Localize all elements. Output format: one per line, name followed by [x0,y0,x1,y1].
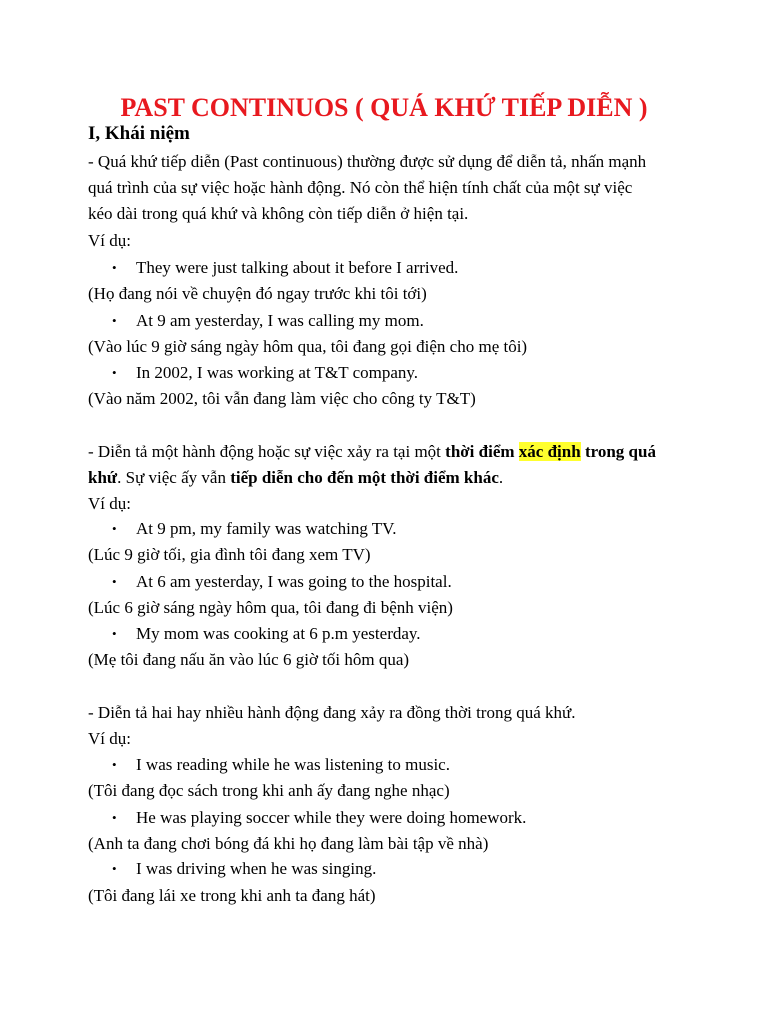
example-item [112,622,421,646]
bullet-icon: • [112,574,117,589]
example-english: My mom was cooking at 6 p.m yesterday. [136,624,421,643]
example-item [112,570,452,594]
example-label: Ví dụ: [88,729,131,748]
paragraph-line [88,440,656,464]
example-english: They were just talking about it before I arrived. [136,258,459,277]
example-english: At 6 am yesterday, I was going to the hospital. [136,572,452,591]
example-item [112,361,419,385]
bold-text: trong quá [580,442,656,461]
bullet-icon: • [112,260,117,275]
bold-text: khứ [88,468,118,487]
example-english: He was playing soccer while they were doing homework. [136,808,527,827]
example-translation: (Tôi đang lái xe trong khi anh ta đang hát) [88,886,376,905]
paragraph-line: - Diễn tả hai hay nhiều hành động đang xảy ra đồng thời trong quá khứ. [88,703,576,722]
example-item [112,256,459,280]
example-english: In 2002, I was working at T&T company. [136,363,419,382]
example-item [112,309,424,333]
example-label: Ví dụ: [88,231,131,250]
example-translation: (Tôi đang đọc sách trong khi anh ấy đang nghe nhạc) [88,781,450,800]
example-translation: (Anh ta đang chơi bóng đá khi họ đang làm bài tập về nhà) [88,834,489,853]
bullet-icon: • [112,313,117,328]
paragraph-line [88,466,503,490]
example-translation: (Lúc 6 giờ sáng ngày hôm qua, tôi đang đi bệnh viện) [88,598,453,617]
example-english: I was reading while he was listening to music. [136,755,450,774]
example-label: Ví dụ: [88,494,131,513]
bullet-icon: • [112,365,117,380]
text-run: . Sự việc ấy vẫn [117,468,231,487]
paragraph-line: kéo dài trong quá khứ và không còn tiếp diễn ở hiện tại. [88,204,469,223]
example-translation: (Lúc 9 giờ tối, gia đình tôi đang xem TV) [88,545,371,564]
page-title: PAST CONTINUOS ( QUÁ KHỨ TIẾP DIỄN ) [120,93,648,122]
example-english: At 9 pm, my family was watching TV. [136,519,397,538]
bullet-icon: • [112,626,117,641]
example-english: I was driving when he was singing. [136,859,377,878]
example-item [112,517,397,541]
text-run: - Diễn tả một hành động hoặc sự việc xảy ra tại một [88,442,446,461]
bullet-icon: • [112,521,117,536]
highlighted-text: xác định [518,442,581,461]
example-item [112,857,377,881]
section-heading: I, Khái niệm [88,123,190,144]
example-item [112,806,527,830]
example-translation: (Vào năm 2002, tôi vẫn đang làm việc cho công ty T&T) [88,389,476,408]
bullet-icon: • [112,757,117,772]
example-english: At 9 am yesterday, I was calling my mom. [136,311,424,330]
bullet-icon: • [112,810,117,825]
example-item [112,753,450,777]
example-translation: (Vào lúc 9 giờ sáng ngày hôm qua, tôi đang gọi điện cho mẹ tôi) [88,337,528,356]
paragraph-line: quá trình của sự việc hoặc hành động. Nó còn thể hiện tính chất của một sự việc [88,178,633,197]
bold-text: tiếp diễn cho đến một thời điểm khác [230,468,499,487]
text-run: . [498,468,504,487]
example-translation: (Họ đang nói về chuyện đó ngay trước khi tôi tới) [88,284,427,303]
example-translation: (Mẹ tôi đang nấu ăn vào lúc 6 giờ tối hôm qua) [88,650,410,669]
bullet-icon: • [112,861,117,876]
bold-text: thời điểm [445,442,515,461]
paragraph-line: - Quá khứ tiếp diễn (Past continuous) thường được sử dụng để diễn tả, nhấn mạnh [88,152,647,171]
